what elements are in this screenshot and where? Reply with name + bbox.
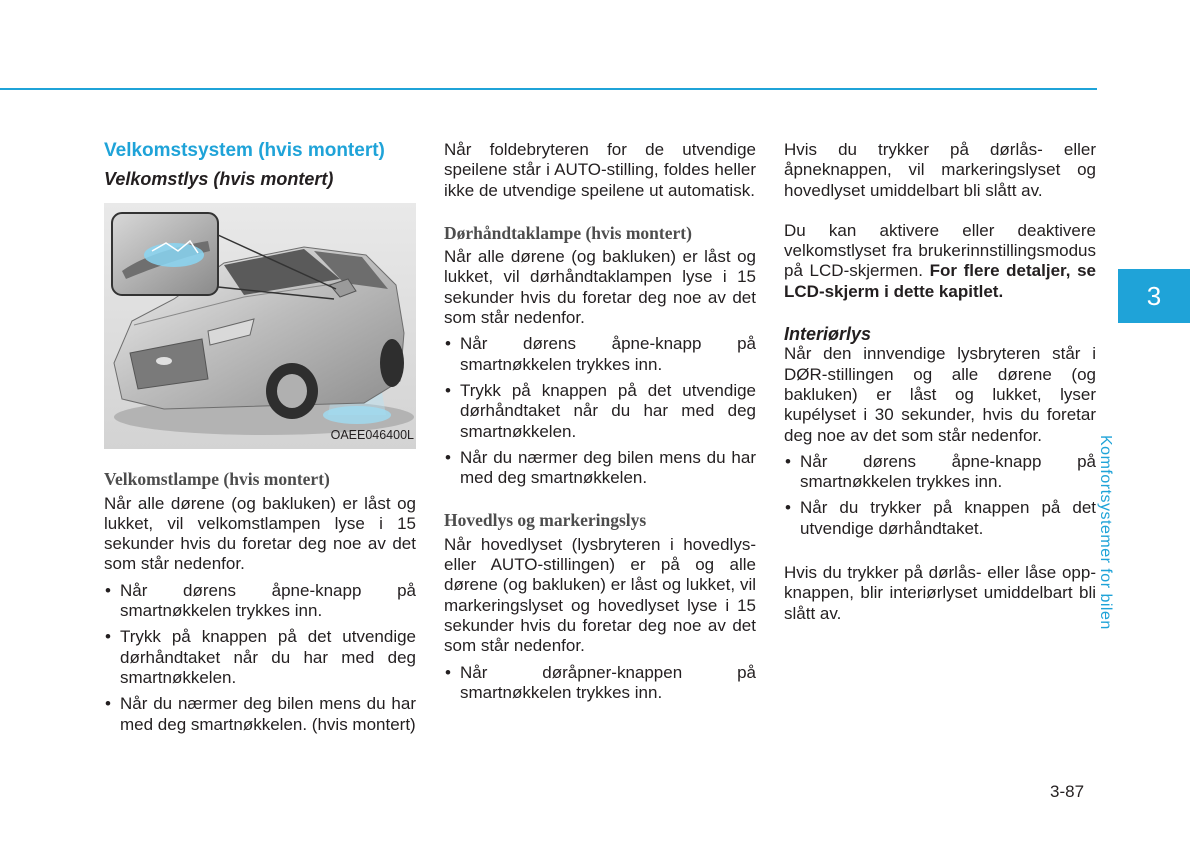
column-3 bbox=[784, 140, 1096, 624]
list-item: • Når du nærmer deg bilen mens du har med deg smartnøkkelen. (hvis montert) bbox=[104, 694, 416, 735]
list-item: • Trykk på knappen på det utvendige dørhåndtaket når du har med deg smartnøkkelen. bbox=[444, 381, 756, 442]
column-2 bbox=[444, 140, 756, 703]
chapter-tab: 3 bbox=[1118, 269, 1190, 323]
list-item: • Når dørens åpne-knapp på smartnøkkelen trykkes inn. bbox=[444, 334, 756, 375]
bullet-list bbox=[444, 663, 756, 704]
section-title: Dørhåndtaklampe (hvis montert) bbox=[444, 222, 692, 243]
paragraph bbox=[784, 221, 1096, 302]
paragraph: Når alle dørene (og bakluken) er låst og lukket, vil velkomstlampen lyse i 15 sekunder hvis du foretar deg noe av det som står nedenfor. bbox=[104, 493, 416, 574]
list-item: • Trykk på knappen på det utvendige dørhåndtaket når du har med deg smartnøkkelen. bbox=[104, 627, 416, 688]
section-heading: Velkomstsystem (hvis montert) bbox=[104, 140, 385, 161]
paragraph: Når den innvendige lysbryteren står i DØR-stillingen og alle dørene (og bakluken) er låst og lukket, lyser kupélyset i 30 sekunder, hvis du foretar deg noe av det som står nedenfor. bbox=[784, 344, 1096, 445]
paragraph: Når hovedlyset (lysbryteren i hovedlys- eller AUTO-stillingen) er på og alle dørene (og bakluken) er låst og lukket, vil markeringslyset og hovedlyset lyse i 15 sekunder hvis du foretar deg noe av det som står nedenfor. bbox=[444, 534, 756, 656]
bullet-list bbox=[444, 334, 756, 488]
list-item: • Når du nærmer deg bilen mens du har med deg smartnøkkelen. bbox=[444, 448, 756, 489]
car-image bbox=[104, 203, 416, 449]
section-title: Hovedlys og markeringslys bbox=[444, 510, 647, 531]
subheading: Interiørlys bbox=[784, 324, 872, 345]
paragraph: Hvis du trykker på dørlås- eller åpneknappen, vil markeringslyset og hovedlyset umiddelbart bli slått av. bbox=[784, 140, 1096, 200]
list-item: • Når dørens åpne-knapp på smartnøkkelen trykkes inn. bbox=[784, 452, 1096, 493]
bullet-list bbox=[104, 581, 416, 735]
section-title: Velkomstlampe (hvis montert) bbox=[104, 469, 330, 490]
top-rule bbox=[0, 88, 1097, 90]
list-item: • Når du trykker på knappen på det utvendige dørhåndtaket. bbox=[784, 498, 1096, 539]
list-item: • Når døråpner-knappen på smartnøkkelen trykkes inn. bbox=[444, 663, 756, 704]
intro-paragraph: Når foldebryteren for de utvendige speilene står i AUTO-stilling, foldes heller ikke de utvendige speilene ut automatisk. bbox=[444, 140, 756, 200]
car-illustration bbox=[104, 203, 416, 449]
bullet-list bbox=[784, 452, 1096, 539]
column-1 bbox=[104, 140, 416, 735]
figure-code: OAEE046400L bbox=[330, 428, 414, 442]
page-number: 3-87 bbox=[1050, 782, 1085, 801]
list-item: • Når dørens åpne-knapp på smartnøkkelen trykkes inn. bbox=[104, 581, 416, 622]
paragraph-text: Du kan aktivere eller deaktivere velkomstlyset fra brukerinnstillingsmodus på LCD-skjermen. bbox=[784, 220, 1096, 281]
subheading: Velkomstlys (hvis montert) bbox=[104, 169, 334, 189]
paragraph: Hvis du trykker på dørlås- eller låse opp-knappen, blir interiørlyset umiddelbart bli slått av. bbox=[784, 563, 1096, 623]
paragraph: Når alle dørene (og bakluken) er låst og lukket, vil dørhåndtaklampen lyse i 15 sekunder hvis du foretar deg noe av det som står nedenfor. bbox=[444, 247, 756, 328]
cross-reference: For flere detaljer, se LCD-skjerm i dette kapitlet. bbox=[784, 261, 1096, 301]
chapter-title: Komfortsystemer for bilen bbox=[1097, 435, 1114, 630]
